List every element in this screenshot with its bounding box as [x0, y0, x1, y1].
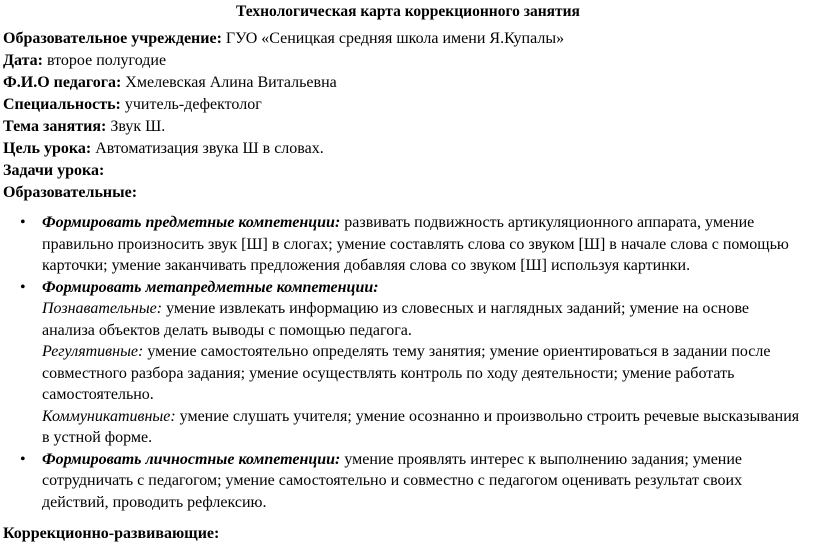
info-goal [3, 138, 816, 160]
info-tasks [3, 160, 816, 182]
info-label: Дата: [3, 52, 43, 69]
info-label: Ф.И.О педагога: [3, 74, 122, 91]
info-value: Автоматизация звука Ш в словах. [91, 140, 324, 157]
list-item [0, 449, 800, 514]
sub-text: умение извлекать информацию из словесных и наглядных заданий; умение на основе анализа объектов делать выводы с помощью педагога. [42, 300, 750, 339]
info-label: Образовательные: [3, 184, 138, 201]
lesson-info [3, 28, 816, 204]
sub-label: Регулятивные: [42, 343, 144, 360]
info-label: Тема занятия: [3, 118, 107, 135]
sub-regulative [42, 341, 800, 406]
sub-label: Коммуникативные: [42, 407, 176, 425]
info-topic [3, 116, 816, 138]
sub-text: умение слушать учителя; умение осознанно и произвольно строить речевые высказывания в устной форме. [42, 407, 800, 446]
sub-text: умение самостоятельно определять тему занятия; умение ориентироваться в задании после совместного разбора задания; умение осуществлять контроль по ходу деятельности; умение работать самостоятельно. [42, 343, 771, 403]
info-value: ГУО «Сеницкая средняя школа имени Я.Купалы» [221, 30, 565, 47]
item-heading: Формировать предметные компетенции: [42, 214, 341, 231]
competence-list [0, 212, 800, 513]
info-educational [3, 182, 816, 204]
info-label: Задачи урока: [3, 162, 105, 179]
info-value: учитель-дефектолог [120, 96, 262, 113]
info-value: Хмелевская Алина Витальевна [121, 74, 337, 91]
list-item [0, 212, 800, 277]
item-text: развивать подвижность артикуляционного аппарата, умение правильно произносить звук [Ш] в слогах; умение составлять слова со звуком [Ш] в начале слова с помощью карточки; умение заканчивать предложения добавляя слова со звуком [Ш] используя картинки. [42, 214, 789, 274]
document-title: Технологическая карта коррекционного занятия [236, 3, 580, 20]
info-value: Звук Ш. [106, 118, 166, 135]
info-label: Специальность: [3, 96, 121, 113]
item-heading: Формировать метапредметные компетенции: [42, 278, 379, 296]
info-date [3, 50, 816, 72]
info-specialty [3, 94, 816, 116]
info-value: второе полугодие [42, 52, 167, 69]
info-institution [3, 28, 816, 50]
list-item [0, 277, 800, 449]
info-label: Цель урока: [3, 140, 92, 157]
section-correctional: Коррекционно-развивающие: [3, 525, 220, 542]
sub-communicative [42, 406, 800, 449]
item-text: умение проявлять интерес к выполнению задания; умение сотрудничать с педагогом; умение самостоятельно и совместно с педагогом оценивать результат своих действий, проводить рефлексию. [42, 450, 743, 511]
item-heading: Формировать личностные компетенции: [42, 450, 341, 468]
sub-cognitive [42, 298, 800, 341]
sub-label: Познавательные: [42, 300, 163, 317]
info-teacher [3, 72, 816, 94]
info-label: Образовательное учреждение: [3, 30, 222, 47]
